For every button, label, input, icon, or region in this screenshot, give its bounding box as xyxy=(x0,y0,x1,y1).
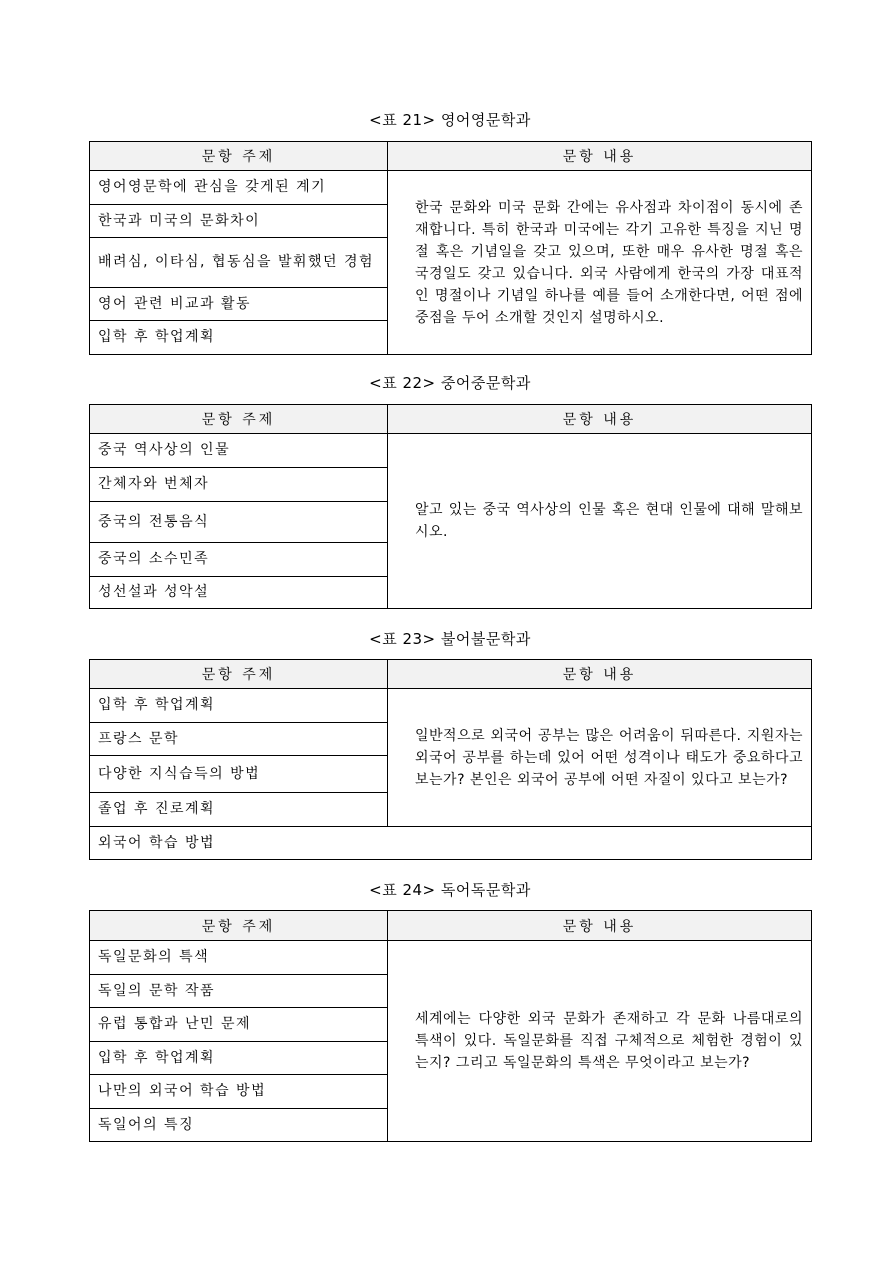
content-cell: 한국 문화와 미국 문화 간에는 유사점과 차이점이 동시에 존재합니다. 특히 한국과 미국에는 각기 고유한 특징을 지닌 명절 혹은 기념일을 갖고 있으며, 또한 매우 유사한 명절 혹은 국경일도 갖고 있습니다. 외국 사람에게 한국의 가장 대표적인 명절이나 기념일 하나를 예를 들어 소개한다면, 어떤 점에 중점을 두어 소개할 것인지 설명하시오. xyxy=(388,171,812,355)
content-cell: 일반적으로 외국어 공부는 많은 어려움이 뒤따른다. 지원자는 외국어 공부를 하는데 있어 어떤 성격이나 태도가 중요하다고 보는가? 본인은 외국어 공부에 어떤 자질이 있다고 보는가? xyxy=(388,689,812,827)
topic-cell: 중국 역사상의 인물 xyxy=(90,434,388,468)
topic-cell: 독일어의 특징 xyxy=(90,1109,388,1142)
header-topic: 문항 주제 xyxy=(90,911,388,941)
table-caption: <표 24> 독어독문학과 xyxy=(369,881,531,899)
content-cell: 세계에는 다양한 외국 문화가 존재하고 각 문화 나름대로의 특색이 있다. 독일문화를 직접 구체적으로 체험한 경험이 있는지? 그리고 독일문화의 특색은 무엇이라고 보는가? xyxy=(388,941,812,1142)
topic-cell: 간체자와 번체자 xyxy=(90,468,388,502)
topic-cell: 독일의 문학 작품 xyxy=(90,975,388,1008)
header-content: 문항 내용 xyxy=(388,142,812,171)
table-caption: <표 23> 불어불문학과 xyxy=(369,630,531,648)
question-table xyxy=(89,404,812,609)
topic-cell: 외국어 학습 방법 xyxy=(90,827,812,860)
topic-cell: 프랑스 문학 xyxy=(90,723,388,756)
topic-cell: 졸업 후 진로계획 xyxy=(90,793,388,827)
topic-cell: 나만의 외국어 학습 방법 xyxy=(90,1075,388,1109)
topic-cell: 중국의 소수민족 xyxy=(90,543,388,577)
topic-cell: 영어 관련 비교과 활동 xyxy=(90,288,388,321)
header-topic: 문항 주제 xyxy=(90,142,388,171)
topic-cell: 한국과 미국의 문화차이 xyxy=(90,205,388,238)
content-cell: 알고 있는 중국 역사상의 인물 혹은 현대 인물에 대해 말해보시오. xyxy=(388,434,812,609)
topic-cell: 영어영문학에 관심을 갖게된 계기 xyxy=(90,171,388,205)
header-content: 문항 내용 xyxy=(388,405,812,434)
header-topic: 문항 주제 xyxy=(90,660,388,689)
topic-cell: 배려심, 이타심, 협동심을 발휘했던 경험 xyxy=(90,238,388,288)
question-table xyxy=(89,659,812,860)
header-content: 문항 내용 xyxy=(388,911,812,941)
header-content: 문항 내용 xyxy=(388,660,812,689)
table-caption: <표 22> 중어중문학과 xyxy=(369,374,531,392)
question-table xyxy=(89,910,812,1142)
topic-cell: 입학 후 학업계획 xyxy=(90,1042,388,1075)
table-caption: <표 21> 영어영문학과 xyxy=(369,111,531,129)
topic-cell: 다양한 지식습득의 방법 xyxy=(90,756,388,793)
topic-cell: 유럽 통합과 난민 문제 xyxy=(90,1008,388,1042)
topic-cell: 입학 후 학업계획 xyxy=(90,321,388,355)
header-topic: 문항 주제 xyxy=(90,405,388,434)
topic-cell: 입학 후 학업계획 xyxy=(90,689,388,723)
question-table xyxy=(89,141,812,355)
topic-cell: 중국의 전통음식 xyxy=(90,502,388,543)
topic-cell: 독일문화의 특색 xyxy=(90,941,388,975)
topic-cell: 성선설과 성악설 xyxy=(90,577,388,609)
